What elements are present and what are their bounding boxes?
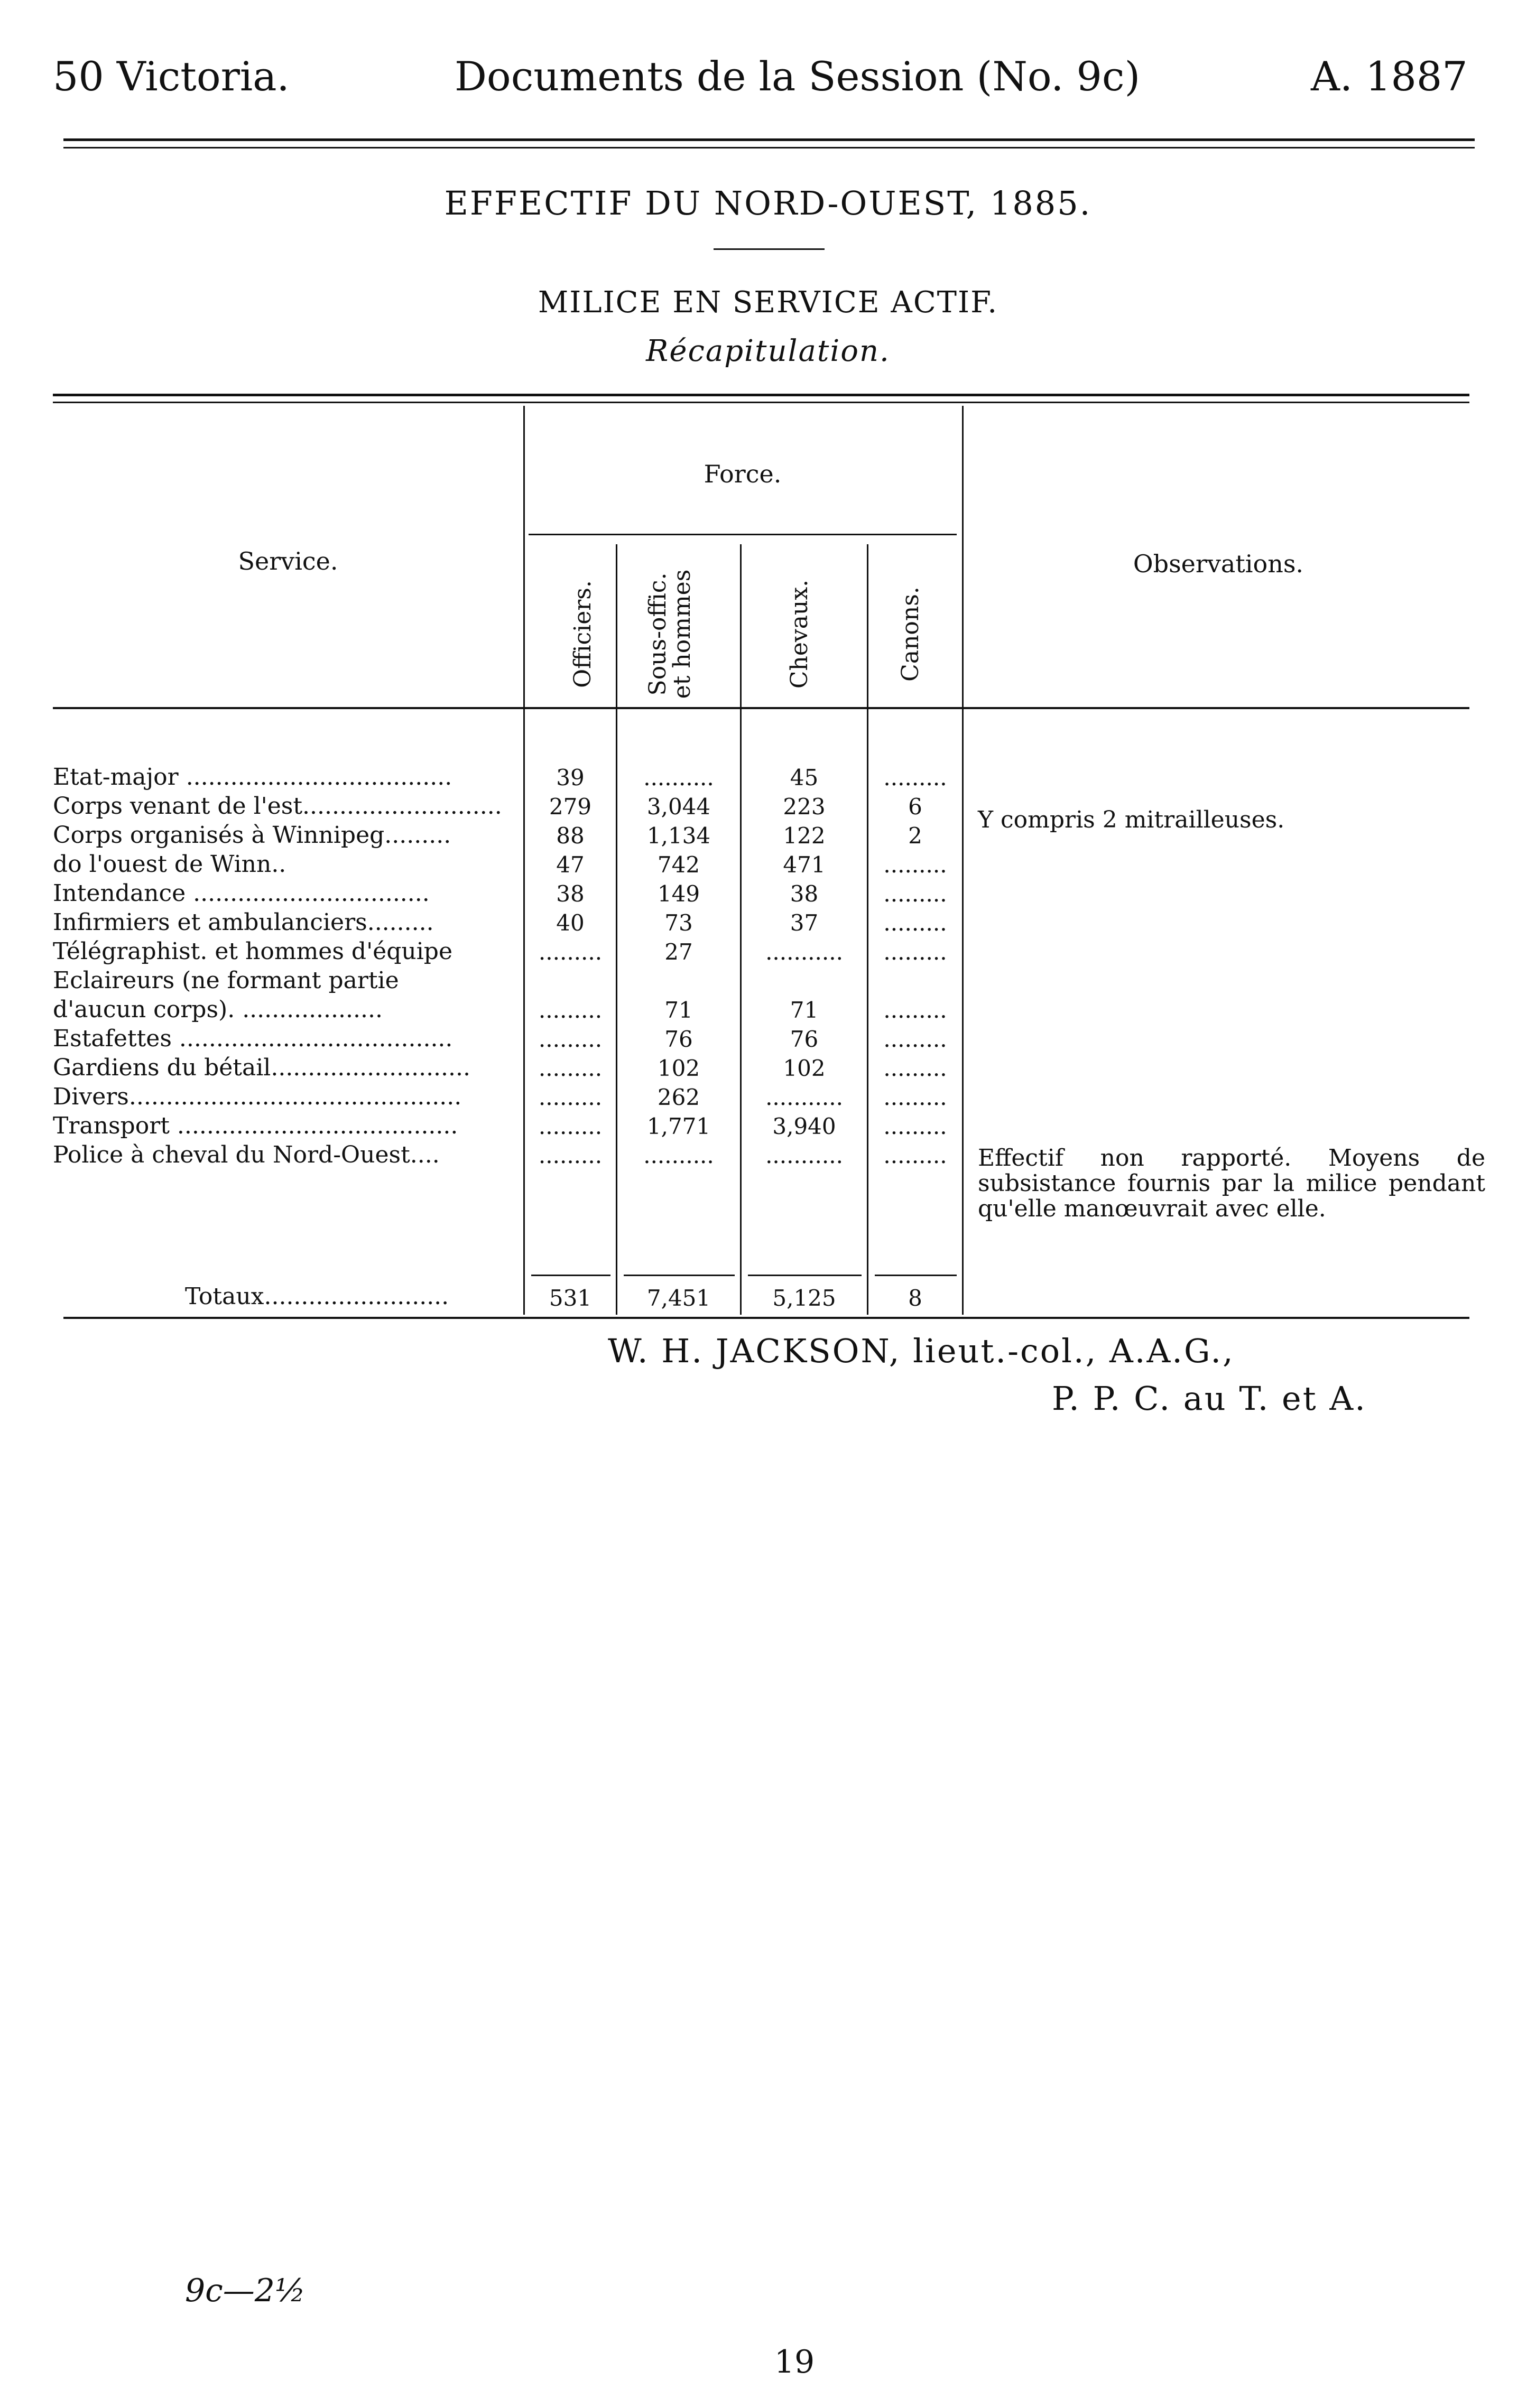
section-subtitle: MILICE EN SERVICE ACTIF.	[538, 285, 998, 320]
row-chevaux-value: 223	[783, 794, 826, 820]
col-header-canons: Canons.	[897, 587, 924, 682]
totals-rule-hommes	[624, 1275, 735, 1276]
row-hommes-value: 27	[664, 939, 693, 965]
header-rule-top	[63, 138, 1475, 141]
row-chevaux-value: ...........	[765, 1084, 843, 1110]
col-line-canons	[962, 406, 964, 1315]
totals-canons: 8	[908, 1285, 922, 1311]
row-officiers-value: .........	[538, 939, 603, 965]
col-header-sous-officiers-line2: et hommes	[669, 569, 696, 699]
row-hommes-value: 742	[657, 852, 700, 878]
row-chevaux-value: 45	[790, 765, 819, 791]
row-canons-value: .........	[883, 997, 947, 1023]
row-chevaux-value: 122	[783, 823, 826, 849]
col-header-sous-officiers-line1: Sous-offic.	[644, 572, 671, 696]
row-officiers-value: 39	[556, 765, 585, 791]
page-number: 19	[774, 2344, 815, 2381]
footer-signature-mark: 9c—2½	[185, 2272, 306, 2309]
row-canons-value: .........	[883, 1142, 947, 1168]
row-chevaux-value: ...........	[765, 939, 843, 965]
row-service-label: Eclaireurs (ne formant partie	[53, 967, 399, 994]
row-hommes-value: 1,134	[646, 823, 711, 849]
row-officiers-value: 47	[556, 852, 585, 878]
row-officiers-value: .........	[538, 1113, 603, 1139]
row-officiers-value: 279	[549, 794, 592, 820]
row-canons-value: .........	[883, 1113, 947, 1139]
row-hommes-value: ..........	[643, 765, 714, 791]
row-service-label: Transport ......................................	[53, 1112, 458, 1139]
row-hommes-value: ..........	[643, 1142, 714, 1168]
totals-label: Totaux.........................	[185, 1283, 449, 1310]
row-hommes-value: 262	[657, 1084, 700, 1110]
row-chevaux-value: 38	[790, 881, 819, 907]
row-officiers-value: .........	[538, 1055, 603, 1081]
col-header-sous-officiers	[646, 534, 709, 735]
row-officiers-value: 38	[556, 881, 585, 907]
row-hommes-value: 73	[664, 910, 693, 936]
row-canons-value: .........	[883, 910, 947, 936]
row-canons-value: .........	[883, 939, 947, 965]
row-canons-value: 2	[908, 823, 922, 849]
force-header: Force.	[704, 460, 782, 488]
row-hommes-value: 102	[657, 1055, 700, 1081]
row-chevaux-value: 71	[790, 997, 819, 1023]
row-canons-value: .........	[883, 1084, 947, 1110]
row-service-label: Télégraphist. et hommes d'équipe	[53, 938, 452, 965]
service-header: Service.	[238, 547, 338, 575]
row-hommes-value: 76	[664, 1026, 693, 1052]
row-chevaux-value: 471	[783, 852, 826, 878]
row-canons-value: .........	[883, 1026, 947, 1052]
row-chevaux-value: 102	[783, 1055, 826, 1081]
row-officiers-value: .........	[538, 1142, 603, 1168]
header-rule-bottom	[63, 147, 1475, 148]
row-service-label: Intendance ................................	[53, 880, 430, 907]
totals-hommes: 7,451	[646, 1285, 711, 1311]
section-subtitle-italic: Récapitulation.	[646, 334, 890, 368]
row-service-label: Estafettes .....................................	[53, 1025, 453, 1052]
row-service-label: do l'ouest de Winn..	[53, 851, 286, 878]
row-canons-value: .........	[883, 881, 947, 907]
totals-rule-canons	[875, 1275, 957, 1276]
row-canons-value: .........	[883, 1055, 947, 1081]
row-officiers-value: .........	[538, 1084, 603, 1110]
observation-police: Effectif non rapporté. Moyens de subsistance fournis par la milice pendant qu'elle manœuvrait avec elle.	[978, 1145, 1485, 1222]
row-hommes-value: 1,771	[646, 1113, 711, 1139]
header-series: A. 1887	[1311, 53, 1468, 100]
row-chevaux-value: 3,940	[772, 1113, 836, 1139]
totals-rule-officiers	[531, 1275, 610, 1276]
totals-officiers: 531	[549, 1285, 592, 1311]
row-service-label: Divers.............................................	[53, 1083, 462, 1110]
row-canons-value: .........	[883, 765, 947, 791]
row-officiers-value: 40	[556, 910, 585, 936]
observation-mitrailleuses: Y compris 2 mitrailleuses.	[978, 806, 1285, 833]
row-officiers-value: .........	[538, 1026, 603, 1052]
observations-header: Observations.	[1133, 550, 1304, 578]
row-service-label: Police à cheval du Nord-Ouest....	[53, 1141, 440, 1168]
row-canons-value: 6	[908, 794, 922, 820]
row-hommes-value: 3,044	[646, 794, 711, 820]
row-chevaux-value: 37	[790, 910, 819, 936]
header-document-title: Documents de la Session (No. 9c)	[455, 53, 1141, 100]
row-service-label: d'aucun corps). ...................	[53, 996, 383, 1023]
table-rule-top-2	[53, 402, 1469, 403]
row-officiers-value: 88	[556, 823, 585, 849]
row-service-label: Corps organisés à Winnipeg.........	[53, 822, 451, 849]
row-service-label: Corps venant de l'est...........................	[53, 793, 502, 820]
row-canons-value: .........	[883, 852, 947, 878]
row-hommes-value: 71	[664, 997, 693, 1023]
totals-rule-chevaux	[748, 1275, 862, 1276]
header-session-year: 50 Victoria.	[53, 53, 290, 100]
col-header-chevaux: Chevaux.	[786, 579, 813, 689]
title-divider	[714, 248, 825, 250]
row-chevaux-value: ...........	[765, 1142, 843, 1168]
table-header-rule	[53, 707, 1469, 709]
row-officiers-value: .........	[538, 997, 603, 1023]
col-header-officiers: Officiers.	[569, 580, 596, 688]
signature-title: P. P. C. au T. et A.	[1052, 1379, 1367, 1418]
totals-chevaux: 5,125	[772, 1285, 836, 1311]
row-service-label: Etat-major ....................................	[53, 764, 452, 791]
row-chevaux-value: 76	[790, 1026, 819, 1052]
table-rule-bottom	[63, 1317, 1469, 1319]
row-hommes-value: 149	[657, 881, 700, 907]
row-service-label: Infirmiers et ambulanciers.........	[53, 909, 434, 936]
table-rule-top	[53, 394, 1469, 396]
page-title: EFFECTIF DU NORD-OUEST, 1885.	[444, 184, 1092, 222]
signature-name: W. H. JACKSON, lieut.-col., A.A.G.,	[608, 1332, 1235, 1370]
row-service-label: Gardiens du bétail...........................	[53, 1054, 470, 1081]
